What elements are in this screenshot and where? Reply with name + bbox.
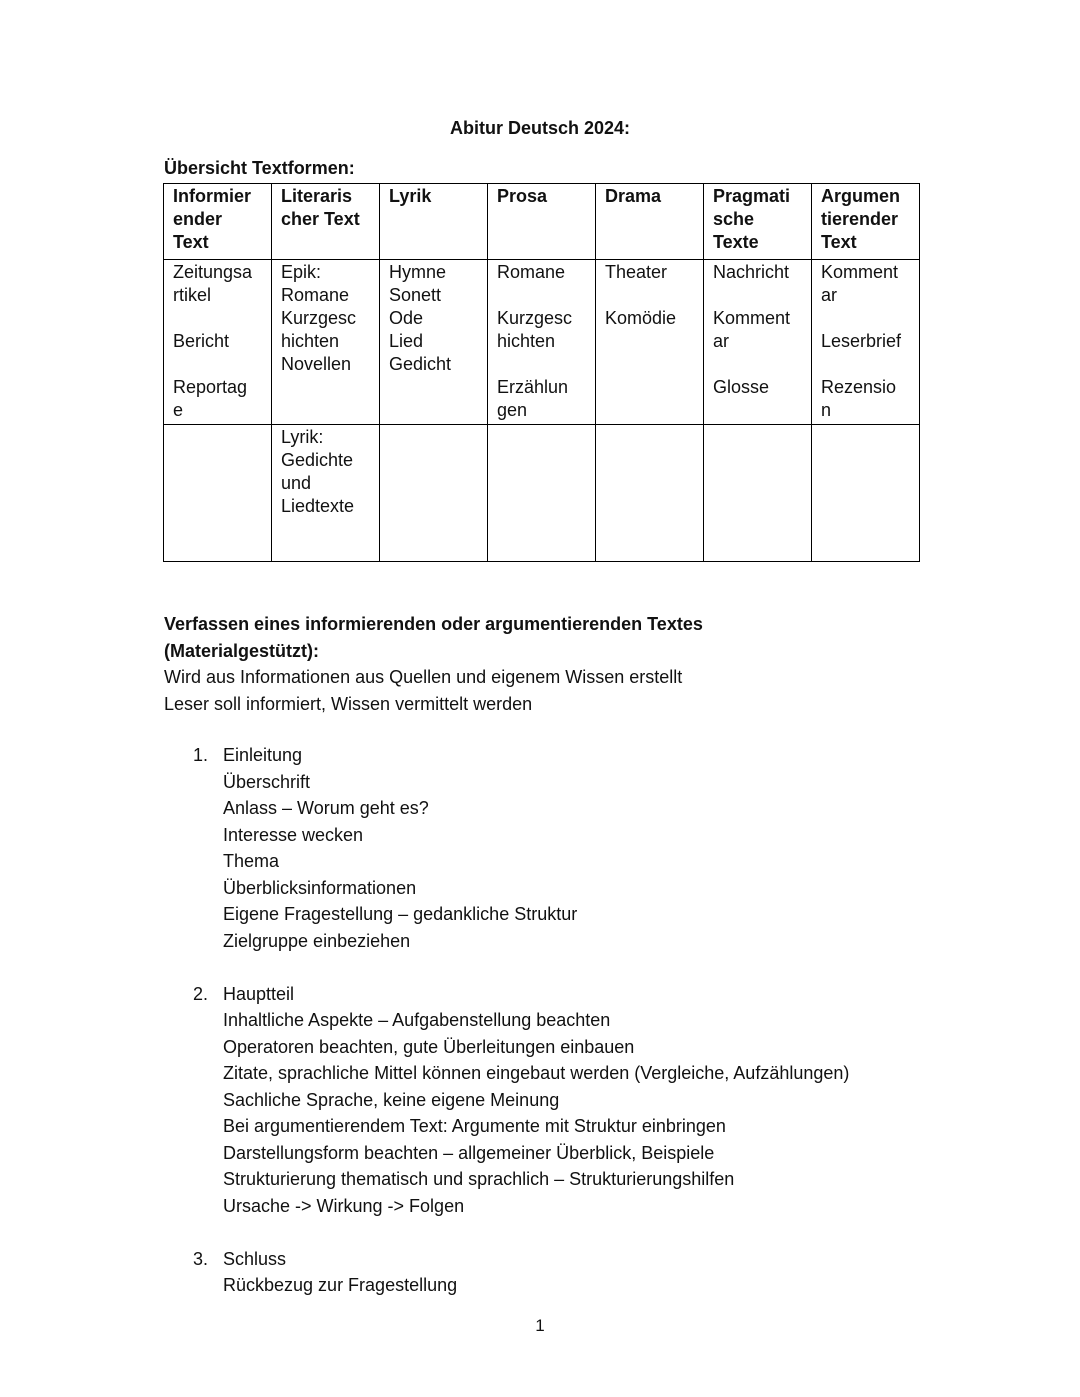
cell-text-line [605,284,695,307]
overview-label: Übersicht Textformen: [164,158,355,178]
cell-text-line: Glosse [713,377,770,397]
cell-text-line: Gedichte [281,450,354,470]
cell-text-line [497,284,587,307]
list-item-line: Überschrift [223,771,311,792]
cell-text-line: Lyrik: [281,427,324,447]
list-content [223,742,964,954]
list-item [164,742,964,954]
table-cell [272,425,380,562]
cell-text-line: Gedicht [389,354,452,374]
list-item-title: Hauptteil [223,983,295,1004]
section-intro [164,611,964,717]
cell-text-line: Reportag [173,377,248,397]
table-header-cell [488,184,596,260]
cell-text-line: Erzählun [497,377,569,397]
cell-text-line: Informier [173,186,252,206]
cell-text-line: Rezensio [821,377,897,397]
list-item-line: Strukturierung thematisch und sprachlich – Strukturierungshilfen [223,1169,735,1189]
list-item-line: Inhaltliche Aspekte – Aufgabenstellung beachten [223,1010,611,1030]
cell-text-line: Bericht [173,331,230,351]
cell-text-line [173,353,263,376]
table-cell [596,425,704,562]
cell-text-line: Komödie [605,308,677,328]
cell-text-line: hichten [497,331,556,351]
table-cell [488,260,596,425]
cell-text-line: Theater [605,262,668,282]
cell-text-line: Text [821,232,857,252]
cell-text-line: gen [497,400,528,420]
cell-text-line: Drama [605,186,662,206]
cell-text-line: Sonett [389,285,442,305]
cell-text-line [173,307,263,330]
cell-text-line: Lied [389,331,424,351]
cell-text-line [821,307,911,330]
table-cell [164,260,272,425]
cell-text-line: Texte [713,232,759,252]
cell-text-line: Ode [389,308,424,328]
table-cell [272,260,380,425]
cell-text-line: Kurzgesc [497,308,573,328]
cell-text-line: Kurzgesc [281,308,357,328]
cell-text-line: cher Text [281,209,360,229]
list-content [223,1246,964,1299]
section-heading: (Materialgestützt): [164,640,320,661]
list-item-line: Operatoren beachten, gute Überleitungen einbauen [223,1036,635,1057]
table-cell [704,425,812,562]
list-item-line: Rückbezug zur Fragestellung [223,1275,458,1295]
cell-text-line: Romane [497,262,566,282]
list-item [164,1246,964,1299]
table-cell [596,260,704,425]
structure-list [164,742,964,1325]
document-title: Abitur Deutsch 2024: [449,118,631,138]
table-row [164,260,920,425]
cell-text-line: Pragmati [713,186,791,206]
cell-text-line: Novellen [281,354,352,374]
list-item-title: Einleitung [223,745,303,765]
list-number: 2. [193,983,209,1004]
cell-text-line: und [281,473,312,493]
cell-text-line: Lyrik [389,186,432,206]
text-forms-table [163,183,920,562]
table-header-cell [596,184,704,260]
list-item-line: Zitate, sprachliche Mittel können eingebaut werden (Vergleiche, Aufzählungen) [223,1063,850,1083]
table-header-cell [380,184,488,260]
table-cell [488,425,596,562]
cell-text-line: ar [821,285,838,305]
cell-text-line: Hymne [389,262,447,282]
cell-text-line [821,353,911,376]
cell-text-line: Romane [281,285,350,305]
list-number: 3. [193,1248,209,1269]
cell-text-line: Liedtexte [281,496,355,516]
cell-text-line: Komment [713,308,791,328]
list-item-line: Interesse wecken [223,824,364,845]
cell-text-line: Zeitungsa [173,262,253,282]
cell-text-line: Komment [821,262,899,282]
section-heading: Verfassen eines informierenden oder argumentierenden Textes [164,614,703,634]
cell-text-line: Literaris [281,186,353,206]
list-item-line: Darstellungsform beachten – allgemeiner Überblick, Beispiele [223,1142,715,1163]
list-item-line: Ursache -> Wirkung -> Folgen [223,1195,465,1216]
cell-text-line: e [173,400,184,420]
table-cell [380,425,488,562]
cell-text-line: tierender [821,209,899,229]
cell-text-line: rtikel [173,285,212,305]
list-item-line: Anlass – Worum geht es? [223,798,429,818]
table-cell [380,260,488,425]
table-header-cell [164,184,272,260]
cell-text-line: Argumen [821,186,901,206]
list-item-line: Bei argumentierendem Text: Argumente mit Struktur einbringen [223,1116,726,1136]
section-text: Wird aus Informationen aus Quellen und eigenem Wissen erstellt [164,667,683,687]
list-item-title: Schluss [223,1248,287,1269]
list-number: 1. [193,745,209,765]
list-content [223,981,964,1220]
table-row [164,425,920,562]
table-cell [812,425,920,562]
page-number: 1 [535,1316,545,1335]
table-header-cell [272,184,380,260]
list-item-line: Sachliche Sprache, keine eigene Meinung [223,1089,560,1110]
cell-text-line: Epik: [281,262,322,282]
list-item-line: Eigene Fragestellung – gedankliche Struktur [223,904,578,924]
table-cell [812,260,920,425]
list-item-line: Zielgruppe einbeziehen [223,930,411,951]
table-header-cell [812,184,920,260]
list-item-line: Thema [223,851,280,871]
table-header-row [164,184,920,260]
section-text: Leser soll informiert, Wissen vermittelt werden [164,693,533,714]
cell-text-line: ender [173,209,223,229]
cell-text-line: n [821,400,832,420]
cell-text-line [497,353,587,376]
cell-text-line [713,284,803,307]
cell-text-line: Text [173,232,209,252]
cell-text-line: Leserbrief [821,331,902,351]
list-item-line: Überblicksinformationen [223,877,417,898]
cell-text-line: Prosa [497,186,548,206]
cell-text-line: sche [713,209,755,229]
cell-text-line [713,353,803,376]
list-item [164,981,964,1220]
table-cell [164,425,272,562]
table-header-cell [704,184,812,260]
table-cell [704,260,812,425]
cell-text-line: hichten [281,331,340,351]
cell-text-line: ar [713,331,730,351]
cell-text-line: Nachricht [713,262,790,282]
